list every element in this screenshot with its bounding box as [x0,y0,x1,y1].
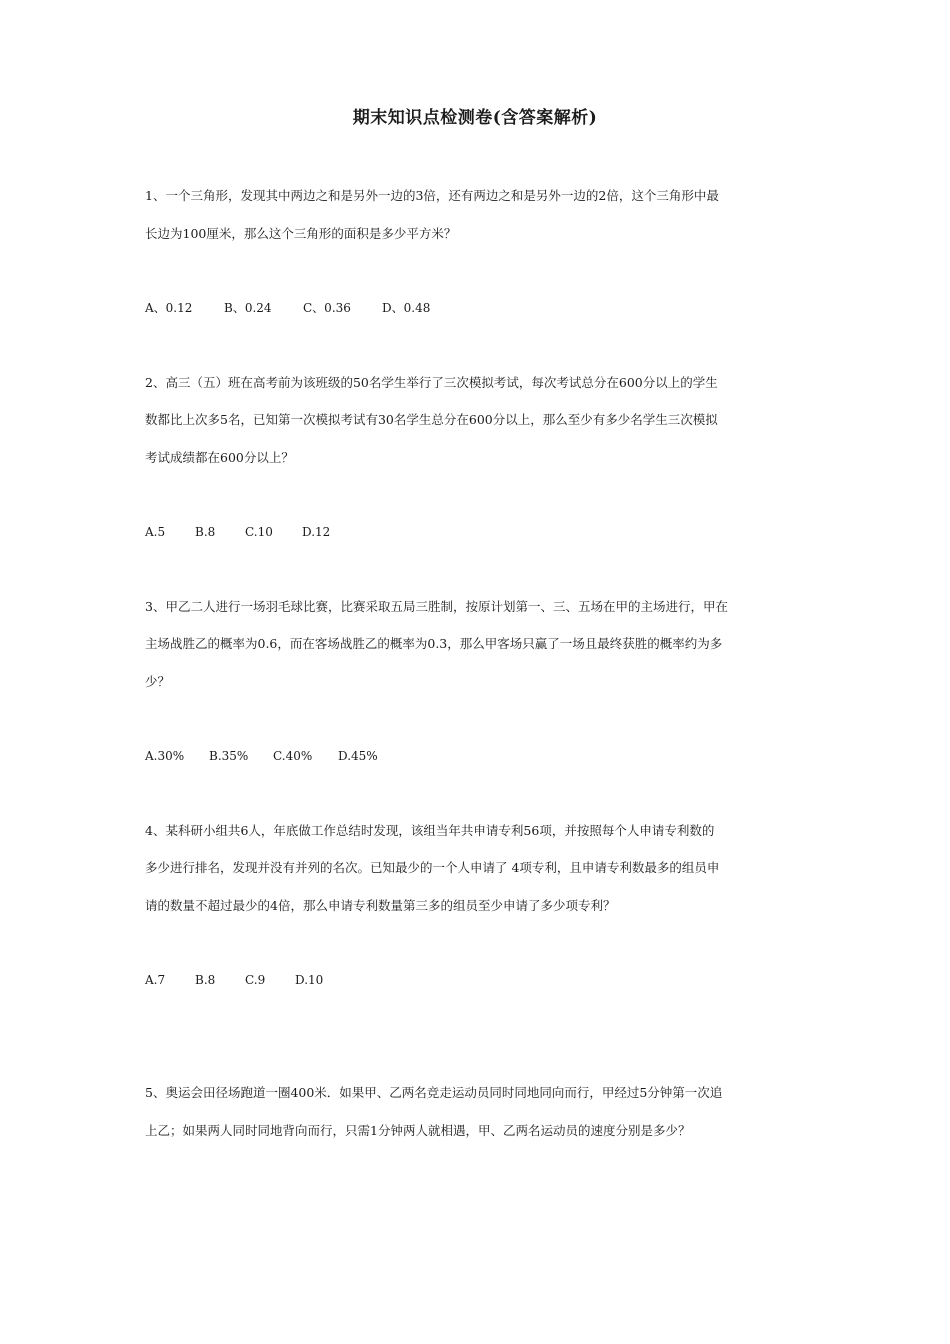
question-1-options [145,298,430,318]
question-5-line-1: 5、奥运会田径场跑道一圈400米．如果甲、乙两名竞走运动员同时同地同向而行，甲经过5分钟第一次追 [145,1085,723,1100]
question-2-option-a: A.5 [145,525,166,539]
question-2-options [145,522,330,542]
question-4-line-1: 4、某科研小组共6人，年底做工作总结时发现，该组当年共申请专利56项，并按照每个人申请专利数的 [145,823,715,838]
question-4-option-d: D.10 [295,973,324,987]
question-3-option-b: B.35% [209,749,249,763]
question-2-option-b: B.8 [195,525,216,539]
question-4-option-b: B.8 [195,973,216,987]
question-1-option-a: A、0.12 [145,301,193,315]
question-3-line-2: 主场战胜乙的概率为0.6，而在客场战胜乙的概率为0.3，那么甲客场只赢了一场且最终获胜的概率约为多 [145,636,723,651]
question-2-option-c: C.10 [245,525,273,539]
question-3-line-1: 3、甲乙二人进行一场羽毛球比赛，比赛采取五局三胜制，按原计划第一、三、五场在甲的主场进行，甲在 [145,599,728,614]
question-1-option-c: C、0.36 [303,301,351,315]
question-2-line-3: 考试成绩都在600分以上？ [145,450,294,465]
page-title: 期末知识点检测卷(含答案解析) [352,108,598,128]
question-3-options [145,746,378,766]
question-3-option-a: A.30% [145,749,185,763]
question-2-line-1: 2、高三（五）班在高考前为该班级的50名学生举行了三次模拟考试，每次考试总分在600分以上的学生 [145,375,718,390]
question-4-line-3: 请的数量不超过最少的4倍，那么申请专利数量第三多的组员至少申请了多少项专利？ [145,898,616,913]
question-1-option-d: D、0.48 [382,301,431,315]
question-4-option-c: C.9 [245,973,266,987]
question-4-option-a: A.7 [145,973,166,987]
question-5-line-2: 上乙；如果两人同时同地背向而行，只需1分钟两人就相遇，甲、乙两名运动员的速度分别是多少？ [145,1123,691,1138]
question-1-option-b: B、0.24 [224,301,272,315]
question-4-options [145,970,323,990]
question-2-option-d: D.12 [302,525,331,539]
question-2-line-2: 数都比上次多5名，已知第一次模拟考试有30名学生总分在600分以上，那么至少有多少名学生三次模拟 [145,412,718,427]
question-3-option-c: C.40% [273,749,313,763]
question-1-line-2: 长边为100厘米，那么这个三角形的面积是多少平方米？ [145,226,457,241]
question-3-line-3: 少？ [145,674,171,689]
question-1-line-1: 1、一个三角形，发现其中两边之和是另外一边的3倍，还有两边之和是另外一边的2倍，这个三角形中最 [145,188,719,203]
question-3-option-d: D.45% [338,749,378,763]
question-4-line-2: 多少进行排名，发现并没有并列的名次。已知最少的一个人申请了 4项专利，且申请专利数最多的组员申 [145,860,720,875]
